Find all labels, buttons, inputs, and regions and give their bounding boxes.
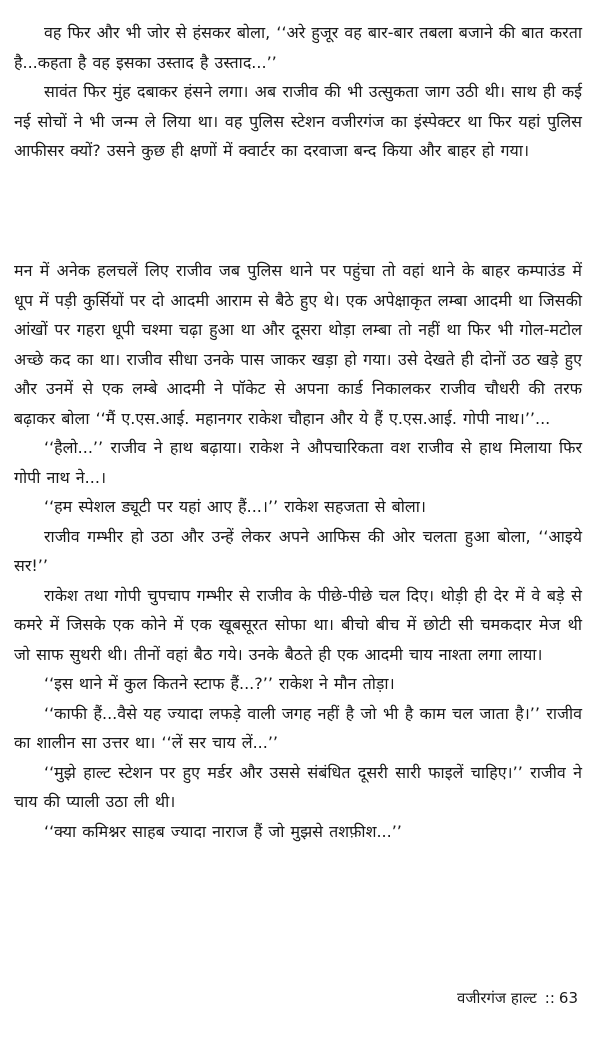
page-number: 63: [558, 989, 578, 1007]
paragraph: सावंत फिर मुंह दबाकर हंसने लगा। अब राजीव की भी उत्सुकता जाग उठी थी। साथ ही कई नई सोचों ने भी जन्म ले लिया था। वह पुलिस स्टेशन वजीरगंज का इंस्पेक्टर था फिर यहां पुलिस आफीसर क्यों? उसने कुछ ही क्षणों में क्वार्टर का दरवाजा बन्द किया और बाहर हो गया।: [14, 82, 582, 160]
paragraph: राकेश तथा गोपी चुपचाप गम्भीर से राजीव के पीछे-पीछे चल दिए। थोड़ी ही देर में वे बड़े से कमरे में जिसके एक कोने में एक खूबसूरत सोफा था। बीचो बीच में छोटी सी चमकदार मेज थी जो साफ सुथरी थी। तीनों वहां बैठ गये। उनके बैठते ही एक आदमी चाय नाश्ता लगा लाया।: [14, 585, 582, 664]
text-section-top: [14, 18, 582, 166]
paragraph: ‘‘काफी हैं...वैसे यह ज्यादा लफड़े वाली जगह नहीं है जो भी है काम चल जाता है।’’ राजीव का शालीन सा उत्तर था। ‘‘लें सर चाय लें...’’: [14, 703, 582, 752]
paragraph: ‘‘हम स्पेशल ड्यूटी पर यहां आए हैं...।’’ राकेश सहजता से बोला।: [44, 497, 426, 516]
text-section-bottom: [14, 256, 582, 846]
paragraph: राजीव गम्भीर हो उठा और उन्हें लेकर अपने आफिस की ओर चलता हुआ बोला, ‘‘आइये सर!’’: [14, 526, 582, 575]
book-title: वजीरगंज हाल्ट: [457, 989, 537, 1007]
paragraph: ‘‘क्या कमिश्नर साहब ज्यादा नाराज हैं जो मुझसे तशफ़ीश...’’: [44, 821, 402, 841]
paragraph: ‘‘हैलो...’’ राजीव ने हाथ बढ़ाया। राकेश ने औपचारिकता वश राजीव से हाथ मिलाया फिर गोपी नाथ ने...।: [14, 438, 582, 487]
paragraph: ‘‘इस थाने में कुल कितने स्टाफ हैं...?’’ राकेश ने मौन तोड़ा।: [44, 674, 395, 693]
paragraph: मन में अनेक हलचलें लिए राजीव जब पुलिस थाने पर पहुंचा तो वहां थाने के बाहर कम्पाउंड में धूप में पड़ी कुर्सियों पर दो आदमी आराम से बैठे हुए थे। एक अपेक्षाकृत लम्बा आदमी था जिसकी आंखों पर गहरा धूपी चश्मा चढ़ा हुआ था और दूसरा थोड़ा लम्बा तो नहीं था फिर भी गोल-मटोल अच्छे कद का था। राजीव सीधा उनके पास जाकर खड़ा हो गया। उसे देखते ही दोनों उठ खड़े हुए और उनमें से एक लम्बे आदमी ने पॉकेट से अपना कार्ड निकालकर राजीव चौधरी की तरफ बढ़ाकर बोला ‘‘मैं ए.एस.आई. महानगर राकेश चौहान और ये हैं ए.एस.आई. गोपी नाथ।’’...: [14, 261, 582, 428]
paragraph: ‘‘मुझे हाल्ट स्टेशन पर हुए मर्डर और उससे संबंधित दूसरी सारी फाइलें चाहिए।’’ राजीव ने चाय की प्याली उठा ली थी।: [14, 762, 582, 811]
footer-separator: ::: [544, 989, 555, 1007]
paragraph: वह फिर और भी जोर से हंसकर बोला, ‘‘अरे हुजूर वह बार-बार तबला बजाने की बात करता है...कहता है वह इसका उस्ताद है उस्ताद...’’: [14, 23, 582, 72]
page-footer: [457, 988, 578, 1008]
